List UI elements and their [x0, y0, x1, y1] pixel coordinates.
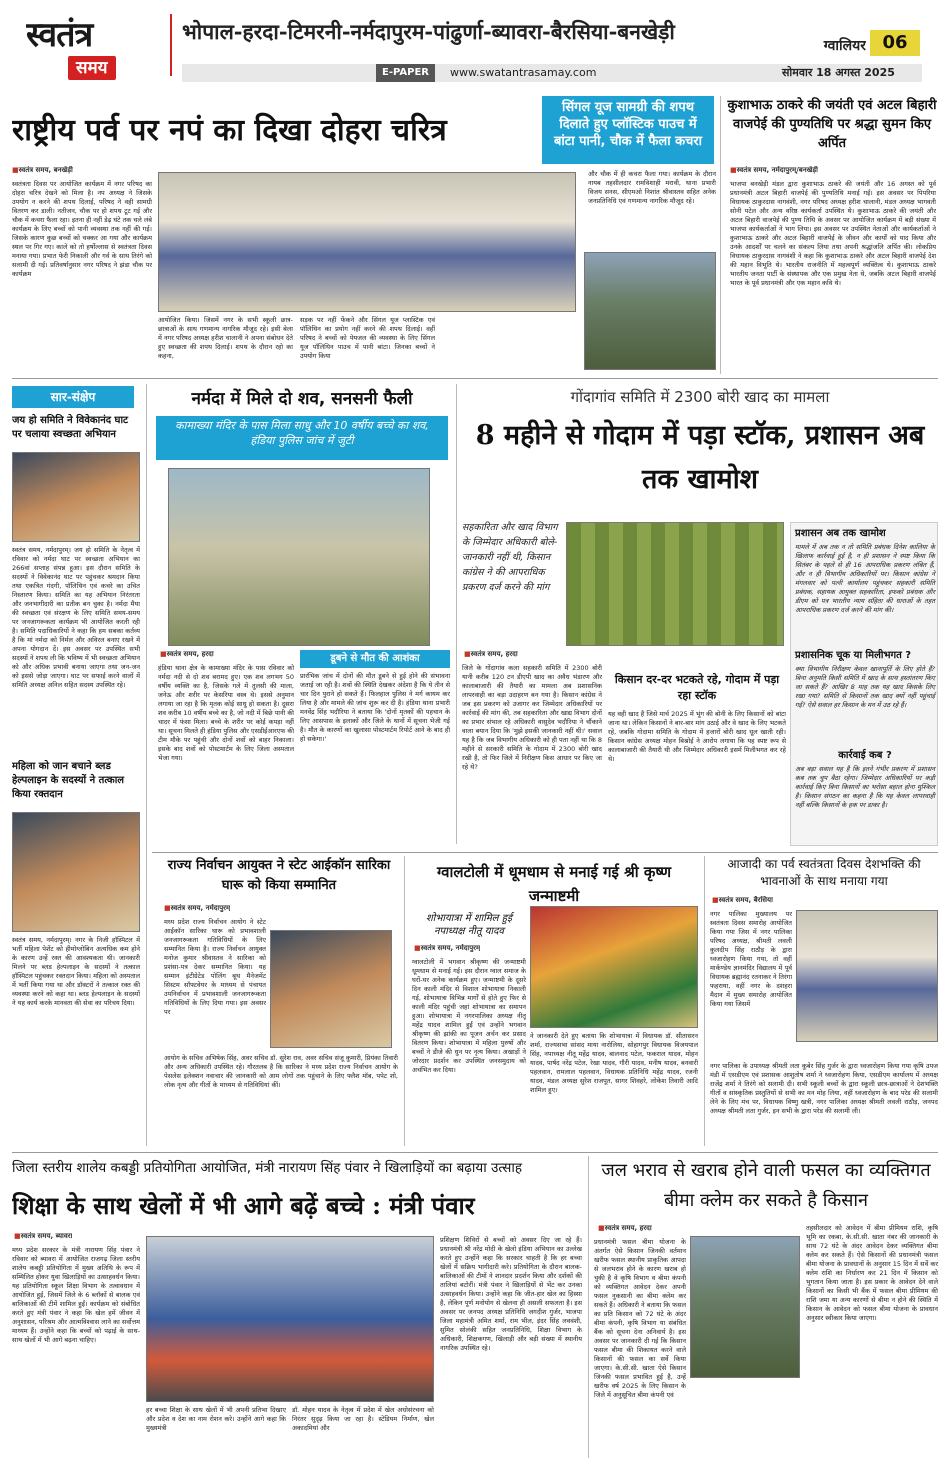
sidebar-story1-photo	[12, 452, 140, 542]
icon-photo	[270, 930, 392, 1048]
narmada-byline: ■ स्वतंत्र समय, हरदा	[160, 650, 214, 659]
kabaddi-photo	[146, 1236, 434, 1402]
lead-byline: ■ स्वतंत्र समय, बनखेड़ी	[12, 166, 73, 175]
kushabhau-headline: कुशाभाऊ ठाकरे की जयंती एवं अटल बिहारी वाजपेई की पुण्यतिथि पर श्रद्धा सुमन किए अर्पित	[727, 98, 937, 151]
sidebar-story2-photo	[12, 812, 140, 932]
janmashtami-photo	[530, 906, 698, 1028]
lead-photo	[158, 172, 576, 312]
godown-q1-body: क्या विभागीय निरीक्षण केवल खानापूर्ति के लिए होते हैं? बिना अनुमति किसी समिति में खाद के साथ हस्तांतरण किए जा सकते हैं? आखिर 8 माह तक यह खाद किसके लिए रखा गया? समिति से किसानों तक खाद क्यों नहीं पहुंचाई गई? ऐसे सवाल हर किसान के मन में उठ रहे हैं।	[795, 665, 935, 709]
logo	[26, 10, 166, 86]
lead-col2: आयोजित किया। जिसमें नगर के सभी स्कूली छात्र-छात्राओं के साथ गणमान्य नागरिक मौजूद रहे। इसी बेला में नगर परिषद अध्यक्ष हरीश चालानी ने अपना संबोधन देते हुए स्वच्छता की शपथ दिलाई। शपथ के दौरान रहो का कहना,	[158, 316, 293, 360]
lead-col4: और चौक में ही कचरा फैला गया। कार्यक्रम के दौरान नायब तहसीलदार रामविशाही मरावी, थाना प्रभारी विजय सनस, सीएमओ निशांत श्रीवास्तव सहित अनेक जनप्रतिनिधि एवं गणमान्य नागरिक मौजूद रहे।	[588, 170, 716, 205]
janmashtami-subhead: शोभायात्रा में शामिल हुई नपाध्यक्ष नीतू यादव	[426, 913, 512, 937]
janmashtami-body1: ग्वालटोली में भगवान श्रीकृष्ण की जन्माष्टमी धूमधाम से मनाई गई। इस दौरान ग्वाल समाज के घरों-घर अनेक कार्यक्रम हुए। जन्माष्टमी के दूसरे दिन काली मंदिर से विशाल शोभायात्रा निकाली गई, शोभायात्रा विभिन्न मार्गों से होते हुए फिर से काली मंदिर पहुंची जहां शोभायात्रा का समापन हुआ। शोभायात्रा में नगरपालिका अध्यक्ष नीतू महेंद्र यादव शामिल हुईं एवं उन्होंने भगवान श्रीकृष्ण की झांकी का पूजन अर्चन कर प्रसाद वितरण किया। शोभायात्रा में महिला पुरुषों और बच्चों ने डीजे की धुन पर नृत्य किया। अखाड़ों ने जोरदार प्रदर्शन कर उपस्थित जनसमुदाय को अचंभित कर दिया।	[412, 958, 526, 1074]
narmada-box-title: डूबने से मौत की आशंका	[300, 650, 450, 668]
lead-col3: सड़क पर नहीं फेंकने और सिंगल यूज प्लास्टिक एवं पॉलिथिन का प्रयोग नहीं करने की शपथ दिलाई। वहीं परिषद ने बच्चों को पेयजल की व्यवस्था के लिए सिंगल यूज पॉलिथिन पाउच में पानी बांटा। जिनका बच्चों ने उपयोग किया	[300, 316, 435, 360]
page-number: 06	[870, 30, 920, 56]
rule-1	[12, 378, 938, 379]
kabaddi-banner: जिला स्तरीय शालेय कबड्डी प्रतियोगिता आयोजित, मंत्री नारायण सिंह पंवार ने खिलाड़ियों का बढ़ाया उत्साह	[12, 1160, 523, 1176]
lead-photo-garbage	[584, 252, 716, 370]
narmada-headline: नर्मदा में मिले दो शव, सनसनी फैली	[191, 389, 413, 409]
godown-sub-body: यह वही खाद है जिसे मार्च 2025 में भूंग की बोनी के लिए किसानों को बांटा जाना था। लेकिन किसानों ने बार-बार मांग उठाई और वे खाद के लिए भटकते रहे, जबकि गोदामा समिति के गोदाम में हजारों बोरी खाद धूल खाती रही। किसान कांग्रेस अध्यक्ष मोहन बिश्नोई ने आरोप लगाया कि यह स्पष्ट रूप से कालाबाजारी की तैयारी थी और जिम्मेदार अधिकारी इसमें मिलीभगत कर रहे थे।	[608, 710, 786, 763]
kushabhau-body: भाजपा बनखेड़ी मंडल द्वारा कुशाभाऊ ठाकरे की जयंती और 16 अगस्त को पूर्व प्रधानमंत्री अटल बिहारी वाजपेई की पुण्यतिथि मनाई गई। इस अवसर पर पिपरिया विधायक ठाकुरदास नागवंशी, नगर परिषद अध्यक्ष हरीश चालानी, मंडल अध्यक्ष भागवती सोनी पटेल और अन्य वरिष्ठ कार्यकर्ता उपस्थित थे। कुशाभाऊ ठाकरे की जयंती और अटल बिहारी वाजपेई की पुण्य तिथि के अवसर पर आयोजित कार्यक्रम में बड़ी संख्या में भाजपा कार्यकर्ताओं ने भाग लिया। इस अवसर पर उपस्थित नेताओं और कार्यकर्ताओं ने कुशाभाऊ ठाकरे और अटल बिहारी वाजपेई के जीवन और कार्यों को याद किया और उनके आदर्शों पर चलने का संकल्प लिया तथा अपनी श्रद्धांजलि अर्पित की। लोकप्रिय विधायक ठाकुरदास नागवंशी ने कहा कि कुशाभाऊ ठाकरे और अटल बिहारी वाजपेई देश की महान विभूति थे। भारतीय राजनीति में महत्वपूर्ण व्यक्तित्व थे। कुशाभाऊ ठाकरे भारतीय जनता पार्टी के संस्थापक और एक प्रमुख नेता थे, जबकि अटल बिहारी वाजपेई भारत के पूर्व प्रधानमंत्री और एक महान कवि थे।	[730, 180, 936, 287]
azadi-body1: नगर पालिका मुख्यालय पर स्वतंत्रता दिवस समारोह आयोजित किया गया जिस में नगर पालिका परिषद अध्यक्ष, श्रीमती लवली कुलदीप सिंह राठौड़ के द्वारा ध्वजारोहण किया गया, तो वहीं मार्कण्डेय ज्ञानमंदिर विद्यालय में पूर्व विधायक ब्रह्मानंद रतनाकर ने तिरंगा फहराया, वहीं नगर के दशहरा मैदान में मुख्य समारोह आयोजित किया गया जिसमें	[710, 910, 792, 1008]
col-divider	[146, 384, 147, 1146]
crop-photo	[690, 1236, 800, 1378]
azadi-body2: नगर पालिका के उपाध्यक्ष श्रीमती लता कुबेर सिंह गुर्जर के द्वारा ध्वजारोहण किया गया कृषि उपज मंडी में एसडीएम एवं प्रशासक आशुतोष शर्मा ने ध्वजारोहण किया, एसडीएम कार्यालय में अध्यक्ष राजेंद्र शर्मा ने तिरंगे को सलामी दी। सभी स्कूली बच्चों के द्वारा स्कूली छात्र-छात्राओं ने देशभक्ति गीतों व सांस्कृतिक प्रस्तुतियों से सभी का मन मोह लिया, वहीं ध्वजारोहण के बाद परेड की सलामी लेने के लिए मंच पर, विधायक विष्णु खत्री, नगर पालिका अध्यक्ष श्रीमती लवली राठौड़, जनपद अध्यक्ष श्रीमती लता गुर्जर, इन सभी के द्वारा परेड की सलामी ली।	[710, 1062, 938, 1115]
sidebar-story1-body: स्वतंत्र समय, नर्मदापुरम्। जय हो समिति के नेतृत्व में रविवार को नर्मदा घाट पर स्वच्छता अभियान का 266वां सप्ताह संपन्न हुआ। इस दौरान समिति के सदस्यों ने विवेकानंद घाट पर पहुंचकर श्रमदान किया तथा एकत्रित गंदगी, पॉलिथिन एवं कचरे का उचित निस्तारण किया। समिति का यह अभियान निरंतरता और जनभागीदारी का प्रतीक बन चुका है। नर्मदा मैया की स्वच्छता एवं संरक्षण के लिए समिति समय-समय पर जनजागरूकता कार्यक्रम भी आयोजित करती रही है। समिति पदाधिकारियों ने कहा कि हम सबका कर्तव्य है कि मां नर्मदा को निर्मल और अविरल बनाए रखने में अपना योगदान दें। इस अवसर पर उपस्थित सभी सदस्यों ने शपथ ली कि भविष्य में भी स्वच्छता अभियान को और अधिक प्रभावी बनाया जाएगा तथा जन-जन को इससे जोड़ा जाएगा। घाट पर सफाई करने वालों में समिति अध्यक्ष अनिल सहित सदस्य उपस्थित रहे।	[12, 546, 140, 689]
janmashtami-byline: ■ स्वतंत्र समय, नर्मदापुरम्	[414, 944, 480, 953]
kushabhau-byline: ■ स्वतंत्र समय, नर्मदापुरम्/बनखेड़ी	[730, 166, 818, 175]
masthead	[0, 0, 945, 90]
narmada-col1: हंडिया थाना क्षेत्र के कामाख्या मंदिर के पास रविवार को नर्मदा नदी से दो शव बरामद हुए। एक शव लगभग 50 वर्षीय व्यक्ति का है, जिसके गले में तुलसी की माला, जनेऊ और शरीर पर केसरिया वस्त्र थे। इससे अनुमान लगाया जा रहा है कि मृतक कोई साधु हो सकता है। दूसरा शव करीब 10 वर्षीय बच्चे का है, जो नदी में बिछे पानी की चादर में फंसा मिला। बच्चे के शरीर पर कोई कपड़ा नहीं था। सूचना मिलते ही हंडिया पुलिस और एसडीईआरएफ की टीम मौके पर पहुंची और दोनों शवों को बाहर निकाला। इसके बाद शवों को पोस्टमार्टम के लिए जिला अस्पताल भेजा गया।	[158, 664, 294, 762]
rule-2	[152, 852, 938, 853]
icon-headline: राज्य निर्वाचन आयुक्त ने स्टेट आईकॉन सारिका घारू को किया सम्मानित	[167, 858, 391, 893]
godown-kicker: गोंदागांव समिति में 2300 बोरी खाद का मामला	[570, 388, 830, 406]
kabaddi-byline: ■ स्वतंत्र समय, ब्यावरा	[14, 1232, 72, 1241]
col-divider	[704, 856, 705, 1146]
icon-byline: ■ स्वतंत्र समय, नर्मदापुरम्	[164, 904, 230, 913]
narmada-photo	[168, 468, 430, 646]
icon-body1: मध्य प्रदेश राज्य निर्वाचन आयोग ने स्टेट आईकॉन सारिका घारू को प्रभावशाली जनजागरूकता गतिविधियों के लिए सम्मानित किया है। राज्य निर्वाचन आयुक्त मनोज कुमार श्रीवास्तव ने सारिका को प्रशंसा-पत्र देकर सम्मानित किया। यह सम्मान इंटीग्रेटेड पोलिंग बूथ मैनेजमेंट सिस्टम सॉफ्टवेयर के माध्यम से पंचायत उपनिर्वाचन में प्रभावशाली जनजागरूकता गतिविधियों के लिए दिया गया। इस अवसर पर	[164, 918, 266, 1016]
godown-box	[790, 522, 938, 846]
rule-3	[12, 1152, 938, 1153]
sidebar-header: सार-संक्षेप	[12, 386, 134, 408]
issue-date: सोमवार 18 अगस्त 2025	[782, 66, 895, 79]
kabaddi-headline: शिक्षा के साथ खेलों में भी आगे बढ़ें बच्चे : मंत्री पंवार	[12, 1191, 475, 1220]
kabaddi-caption2: डॉ. मोहन यादव के नेतृत्व में प्रदेश में खेल अधोसंरचना को निरंतर सुदृढ़ किया जा रहा है। स्टेडियम निर्माण, खेल अकादमियां और	[292, 1406, 434, 1432]
crop-headline: जल भराव से खराब होने वाली फसल का व्यक्तिगत बीमा क्लेम कर सकते है किसान	[601, 1160, 931, 1211]
website-link[interactable]: www.swatantrasamay.com	[450, 66, 597, 79]
azadi-byline: ■ स्वतंत्र समय, बैरसिया	[712, 896, 773, 905]
godown-q2-title: कार्रवाई कब ?	[838, 750, 892, 761]
narmada-subhead: कामाख्या मंदिर के पास मिला साधु और 10 वर्षीय बच्चे का शव, हंडिया पुलिस जांच में जुटी	[156, 416, 448, 460]
crop-byline: ■ स्वतंत्र समय, हरदा	[598, 1224, 652, 1233]
godown-photo	[566, 522, 784, 646]
crop-body1: प्रधानमंत्री फसल बीमा योजना के अंतर्गत ऐसे किसान जिनकी वर्तमान खरीफ फसल स्थानीय प्राकृतिक आपदा से जलभराव होने के कारण खराब हो चुकी है वे कृषि विभाग व बीमा कंपनी को व्यक्तिगत आवेदन देकर अपनी फसल नुकसानी का बीमा क्लेम कर सकते हैं। अधिकारी ने बताया कि फसल का प्रति किसान को 72 घंटे के अंदर बीमा कंपनी, कृषि विभाग या संबंधित बैंक को सूचना देना अनिवार्य है। इस अवसर पर जानकारी दी गई कि किसान फसल बीमा की शिकायत करने वाले किसानों की फसल का सर्वे किया जाएगा। के.सी.सी. खाता ऐसे किसान जिनकी फसल प्रभावित हुई है, उन्हें खरीफ वर्ष 2025 के लिए किसान के जिले में अनुसूचित बीमा कंपनी एवं	[594, 1238, 686, 1399]
crop-body2: तहसीलदार को आवेदन में बीमा प्रीमियम राशि, कृषि भूमि का रकबा, के.सी.सी. खाता नंबर की जानकारी के साथ 72 घंटे के अंदर आवेदन देकर व्यक्तिगत बीमा क्लेम कर सकते हैं। ऐसे किसानों की प्रधानमंत्री फसल बीमा योजना के प्रावधानों के अनुसार 15 दिन में सर्वे कर क्लेम राशि का निर्धारण कर 21 दिन में किसान को भुगतान किया जाता है। इस प्रकार के आवेदन देने वाले किसानों का किसी भी बैंक में फसल बीमा प्रीमियम की राशि जमा या अन्य कारणों से बीमा न होने की स्थिति में किसान के आवेदन को फसल बीमा योजना के प्रावधान अनुसार स्वीकार किया जाएगा।	[806, 1224, 938, 1322]
lead-col1: स्वतंत्रता दिवस पर आयोजित कार्यक्रम में नगर परिषद का दोहरा चरित्र देखने को मिला है। नप अध्यक्ष ने जिसके उपयोग न करने की शपथ दिलाई, परिषद ने वही सामग्री वितरण कर डाली। नतीजन, चौक पर हो शपथ टूट गई और चौक में कचरा फैला रहा। इतना ही नहीं डेढ़ घंटे तक चले लंबे कार्यक्रम के लिए बच्चों को पानी व्यवस्था तक नहीं की गई। जिसके कारण कुछ बच्चों को चक्कर आ गया और कार्यक्रम स्थल पर गिर गए। काले को तो हर्षोल्लास से स्वतंत्रता दिवस मनाया गया। प्रभात फेरी निकाली और गर्व के साथ तिरंगे को सलामी दी गई। प्रतिवर्षानुसार नगर परिषद ने झंडा चौक पर कार्यक्रम	[12, 180, 152, 278]
janmashtami-headline: ग्वालटोली में धूमधाम से मनाई गई श्री कृष्ण जन्माष्टमी	[436, 863, 672, 905]
sidebar-story2-title: महिला को जान बचाने ब्लड हेल्पलाइन के सदस्यों ने तत्काल किया रक्तदान	[12, 761, 125, 800]
godown-headline: 8 महीने से गोदाम में पड़ा स्टॉक, प्रशासन अब तक खामोश	[475, 420, 925, 495]
godown-body: जिले के गोंदागांव कला सहकारी समिति में 2300 बोरी यानी करीब 120 टन डीएपी खाद का अवैध भंडारण और कालाबाजारी की तैयारी का मामला अब प्रशासनिक लापरवाही का बड़ा उदाहरण बन गया है। किसान कांग्रेस ने जब इस प्रकरण को उजागर कर जिम्मेदार अधिकारियों पर कार्रवाई की मांग की, तब सहकारिता और खाद्य विभाग दोनों का प्रभार संभाल रहे अधिकारी वासुदेव भदौरिया ने चौंकाने वाला बयान दिया कि 'मुझे इसकी जानकारी नहीं थी।' सवाल यह है कि जब विभागीय अधिकारी को ही पता नहीं था कि 8 महीने से सरकारी समिति के गोदाम में 2300 बोरी खाद रखी है, तो फिर जिले में निरीक्षण किस आधार पर किए जा रहे थे?	[462, 664, 602, 771]
godown-q2-body: अब बड़ा सवाल यह है कि इतने गंभीर प्रकरण में प्रशासन कब तक चुप बैठा रहेगा। जिम्मेदार अधिकारियों पर कड़ी कार्रवाई किए बिना किसानों का भरोसा बहाल होना मुश्किल है। किसान संगठन का कहना है कि यह केवल लापरवाही नहीं बल्कि किसानों के हक पर डाका है।	[795, 765, 935, 809]
azadi-photo	[796, 910, 938, 1042]
col-divider	[404, 856, 405, 1146]
janmashtami-body2: ने जानकारी देते हुए बताया कि शोभायात्रा में विधायक डॉ. सीतासरन शर्मा, राज्यसभा सांसद माया नारोलिया, सोहागपुर विधायक विजयपाल सिंह, नपाध्यक्ष नीतू महेंद्र यादव, बालनाद पटेल, फकराल यादव, मोहन यादव, पार्षद नरेंद्र पटेल, रेखा यादव, गौरी यादव, मनीष यादव, बनवारी पहलवान, रामलाल पहलवान, विधायक प्रतिनिधि महेंद्र यादव, रजनी यादव, मंडल अध्यक्ष सुरेश राजपूत, सागर शिवहरे, लोकेश तिवारी आदि शामिल हुए।	[530, 1032, 698, 1094]
azadi-headline: आजादी का पर्व स्वतंत्रता दिवस देशभक्ति की भावनाओं के साथ मनाया गया	[727, 857, 921, 888]
godown-box-body: मामले में अब तक न तो समिति प्रबंधक दिनेश कालिया के खिलाफ कार्रवाई हुई है, न ही प्रशासन ने स्पष्ट किया कि सितंबर के पहले से ही 16 आपराधिक प्रकरण लंबित हैं, और न ही विभागीय अधिकारियों पर। किसान कांग्रेस ने मंगलवार को पत्नी कार्यालय पहुंचकर सहकारी समिति प्रबंधक, सहायक आयुक्त सहकारिता, इफको प्रबंधक और डीएम को पत्र भारतीय न्याय संहिता की धाराओं के तहत आपराधिक प्रकरण दर्ज करने की मांग की।	[795, 543, 935, 614]
godown-q1-title: प्रशासनिक चूक या मिलीभगत ?	[795, 650, 912, 661]
godown-box-title: प्रशासन अब तक खामोश	[795, 528, 886, 539]
logo-divider	[170, 14, 172, 76]
logo-bottom-badge: समय	[68, 56, 116, 80]
kabaddi-caption1: हर बच्चा शिक्षा के साथ खेलों में भी अपनी प्रतिभा दिखाए और प्रदेश व देश का नाम रोशन करे। उन्होंने आगे कहा कि मुख्यमंत्री	[146, 1406, 286, 1432]
kabaddi-body1: मध्य प्रदेश सरकार के मंत्री नारायण सिंह पंवार ने रविवार को ब्यावरा में आयोजित राजगढ़ जिला स्तरीय शालेय कबड्डी प्रतियोगिता में मुख्य अतिथि के रूप में सम्मिलित होकर युवा खिलाड़ियों का उत्साहवर्धन किया। यह प्रतियोगिता स्कूल शिक्षा विभाग के तत्वावधान में आयोजित हुई, जिसमें जिले के 6 ब्लॉकों से बालक एवं बालिकाओं की टीमें शामिल हुईं। कार्यक्रम को संबोधित करते हुए मंत्री पंवार ने कहा कि खेल हमें जीवन में अनुशासन, परिश्रम और आत्मविश्वास लाने का सर्वोत्तम माध्यम हैं। उन्होंने कहा कि बच्चों को पढ़ाई के साथ-साथ खेलों में भी आगे बढ़ना चाहिए।	[12, 1246, 140, 1344]
sidebar-story1-title: जय हो समिति ने विवेकानंद घाट पर चलाया स्वच्छता अभियान	[12, 415, 129, 440]
icon-body2: आयोग के सचिव अभिषेक सिंह, अवर सचिव डॉ. सुरेश राव, अवर सचिव संजू कुमारी, प्रियंका तिवारी और अन्य अधिकारी उपस्थित रहे। गौरतलब है कि सारिका ने मध्य प्रदेश राज्य निर्वाचन आयोग के पेसलेस इलेक्शन नवाचार की जानकारी को आम लोगों तक पहुंचाने के लिए फ्लैश मॉब, पपेट शो, लोक नृत्य और गीतों के माध्यम से गतिविधियां कीं।	[164, 1054, 398, 1089]
logo-top-text: स्वतंत्र	[26, 15, 93, 55]
lead-headline: राष्ट्रीय पर्व पर नपं का दिखा दोहरा चरित्र	[12, 113, 447, 148]
epaper-bar	[182, 64, 922, 82]
edition-label: ग्वालियर	[823, 38, 866, 54]
col-divider	[456, 384, 457, 844]
cities-strip: भोपाल-हरदा-टिमरनी-नर्मदापुरम-पांढुर्णा-ब्यावरा-बैरसिया-बनखेड़ी	[182, 19, 675, 44]
godown-sub-title: किसान दर-दर भटकते रहे, गोदाम में पड़ा रहा स्टॉक	[614, 673, 780, 702]
godown-quote: सहकारिता और खाद विभाग के जिम्मेदार अधिकारी बोले- जानकारी नहीं थी, किसान कांग्रेस ने की आपराधिक प्रकरण दर्ज करने की मांग	[462, 522, 558, 593]
sidebar-story2-body: स्वतंत्र समय, नर्मदापुरम्। नगर के निजी हॉस्पिटल में भर्ती महिला पेशेंट को हीमोग्लोबिन अत्यधिक कम होने के कारण उन्हें रक्त की आवश्यकता थी। जानकारी मिलने पर ब्लड हेल्पलाइन के सदस्यों ने तत्काल हॉस्पिटल पहुंचकर रक्तदान किया। महिला को अस्पताल में भर्ती किया गया था और डॉक्टरों ने तत्काल रक्त की व्यवस्था करने को कहा था। ब्लड हेल्पलाइन के सदस्यों ने यह कार्य करके मानवता की सेवा का परिचय दिया।	[12, 936, 140, 1007]
lead-callout: सिंगल यूज सामग्री की शपथ दिलाते हुए प्लॉस्टिक पाउच में बांटा पानी, चौक में फैला कचरा	[542, 96, 714, 164]
col-divider	[720, 96, 721, 374]
godown-byline: ■ स्वतंत्र समय, हरदा	[464, 650, 518, 659]
narmada-col2: प्रारंभिक जांच में दोनों की मौत डूबने से हुई होने की संभावना जताई जा रही है। शवों की स्थिति देखकर अंदेशा है कि ये तीन से चार दिन पुराने हो सकते हैं। फिलहाल पुलिस ने मर्ग कायम कर लिया है और मामले की जांच शुरू कर दी है। हंडिया थाना प्रभारी मनवेंद्र सिंह भदौरिया ने बताया कि 'दोनों मृतकों की पहचान के लिए आसपास के इलाकों और जिले के थानों में सूचना भेजी गई है। मौत के कारणों का खुलासा पोस्टमार्टम रिपोर्ट आने के बाद ही हो सकेगा।'	[300, 672, 450, 743]
col-divider	[588, 1156, 589, 1458]
kabaddi-body2: प्रशिक्षण शिविरों से बच्चों को अवसर दिए जा रहे हैं। प्रधानमंत्री श्री नरेंद्र मोदी के खेलो इंडिया अभियान का उल्लेख करते हुए उन्होंने कहा कि सरकार चाहती है कि हर बच्चा खेलों में सक्रिय भागीदारी करे। प्रतियोगिता के दौरान बालक-बालिकाओं की टीमों ने शानदार प्रदर्शन किया और दर्शकों की तालियां बटोरीं। मंत्री पंवार ने खिलाड़ियों से भेंट कर उनका उत्साहवर्धन किया। उन्होंने कहा कि जीत-हार खेल का हिस्सा है, लेकिन पूर्ण मनोयोग से खेलना ही असली सफलता है। इस अवसर पर जनपद अध्यक्ष प्रतिनिधि जगदीश गुर्जर, भाजपा जिला महामंत्री अमित शर्मा, राम भील, इंदर सिंह लववंशी, सुमित सोलंकी सहित जनप्रतिनिधि, शिक्षा विभाग के अधिकारी, शिक्षकगण, खिलाड़ी और बड़ी संख्या में स्थानीय नागरिक उपस्थित रहे।	[440, 1236, 582, 1352]
epaper-label: E-PAPER	[376, 64, 435, 82]
